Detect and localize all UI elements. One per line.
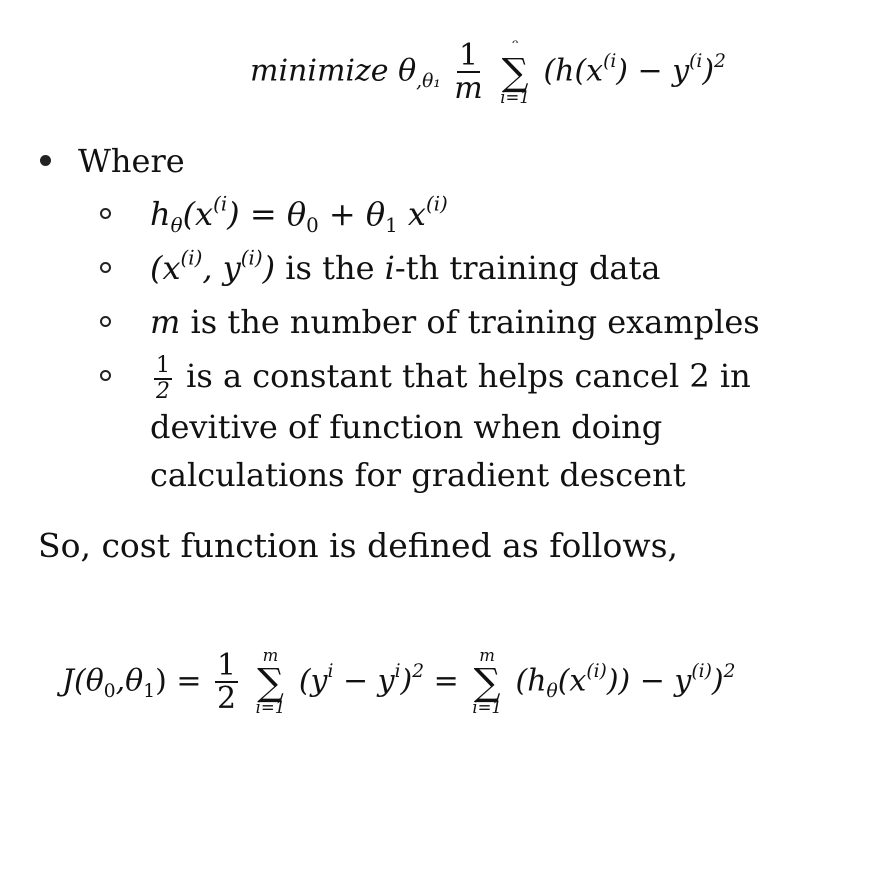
sigma-symbol: ∑: [257, 659, 284, 704]
objective-term-superscript: (i: [603, 50, 617, 72]
math-text: x: [397, 195, 426, 233]
math-text: ): [262, 249, 276, 287]
summation: [500, 38, 530, 107]
math-subscript: 1: [385, 213, 398, 237]
item-text: is a constant that helps cancel 2 in devitive of function when doing calculations for gradient descent: [150, 357, 751, 494]
objective-equation: [250, 38, 726, 107]
objective-fraction: [454, 37, 483, 107]
math-variable: i: [384, 249, 395, 287]
bullet-where: [36, 138, 856, 499]
objective-prefix-subscript: ,θ₁: [416, 70, 441, 92]
math-text: =: [424, 663, 469, 699]
item-text: is the: [275, 249, 385, 287]
definitions-sublist: [78, 190, 856, 499]
math-superscript: (i): [180, 246, 203, 270]
fraction-denominator: 2: [156, 378, 170, 404]
cost-fraction: [215, 647, 238, 717]
summation: [256, 648, 286, 717]
math-text: ): [400, 663, 413, 699]
list-item: [94, 352, 856, 499]
math-text: (x: [557, 663, 587, 699]
objective-term: (h(x: [543, 53, 604, 89]
math-superscript: (i): [691, 660, 712, 682]
math-subscript: θ: [170, 213, 183, 237]
math-text: (y: [298, 663, 328, 699]
math-text: , y: [202, 249, 241, 287]
math-superscript: i: [394, 660, 401, 682]
objective-term: ): [702, 53, 715, 89]
item-text: -th training data: [394, 249, 661, 287]
math-text: ): [711, 663, 724, 699]
math-superscript: 2: [723, 660, 736, 682]
math-variable: m: [150, 303, 181, 341]
math-text: (x: [150, 249, 181, 287]
fraction-numerator: 1: [156, 353, 170, 379]
math-text: ,θ: [115, 663, 144, 699]
fraction-denominator: m: [454, 71, 483, 107]
objective-term: ) − y: [616, 53, 690, 89]
math-text: )) − y: [606, 663, 692, 699]
math-superscript: (i: [213, 192, 228, 216]
fraction-numerator: 1: [458, 37, 479, 73]
math-text: + θ: [318, 195, 386, 233]
definitions-list: [36, 138, 856, 505]
math-text: ) =: [155, 663, 212, 699]
summation-upper-limit: m: [262, 646, 279, 665]
objective-term-superscript: 2: [714, 50, 726, 72]
list-item: [94, 190, 856, 238]
math-subscript: θ: [546, 680, 558, 702]
math-text: h: [150, 195, 171, 233]
list-item: [94, 298, 856, 346]
summation: [472, 648, 502, 717]
fraction-denominator: 2: [217, 681, 237, 717]
math-subscript: 1: [143, 680, 156, 702]
math-text: J(θ: [62, 663, 104, 699]
one-half-fraction: [154, 354, 172, 402]
math-superscript: (i): [425, 192, 448, 216]
cost-function-intro: So, cost function is defined as follows,: [38, 526, 678, 565]
list-item: [94, 244, 856, 292]
item-text: is the number of training examples: [180, 303, 760, 341]
summation-lower-limit: i=1: [500, 88, 530, 108]
math-text: (h: [515, 663, 547, 699]
math-text: ) = θ: [227, 195, 307, 233]
math-superscript: 2: [412, 660, 425, 682]
objective-prefix: minimize θ: [250, 53, 417, 89]
math-superscript: (i): [586, 660, 607, 682]
objective-term-superscript: (i: [689, 50, 703, 72]
math-subscript: 0: [103, 680, 116, 702]
where-label: Where: [78, 142, 185, 180]
math-subscript: 0: [306, 213, 319, 237]
summation-lower-limit: i=1: [255, 698, 286, 718]
summation-lower-limit: i=1: [472, 698, 502, 718]
fraction-numerator: 1: [217, 647, 237, 683]
cost-function-equation: [62, 648, 735, 717]
hypothesis-formula: [150, 192, 448, 237]
sigma-symbol: ∑: [473, 659, 501, 704]
math-text: − y: [333, 663, 395, 699]
summation-upper-limit: m: [479, 646, 495, 665]
training-pair-formula: [150, 246, 276, 287]
math-text: (x: [182, 195, 214, 233]
math-superscript: (i): [240, 246, 263, 270]
math-superscript: i: [327, 660, 334, 682]
sigma-symbol: ∑: [501, 49, 529, 94]
summation-upper-limit: ᵔ: [511, 36, 519, 55]
